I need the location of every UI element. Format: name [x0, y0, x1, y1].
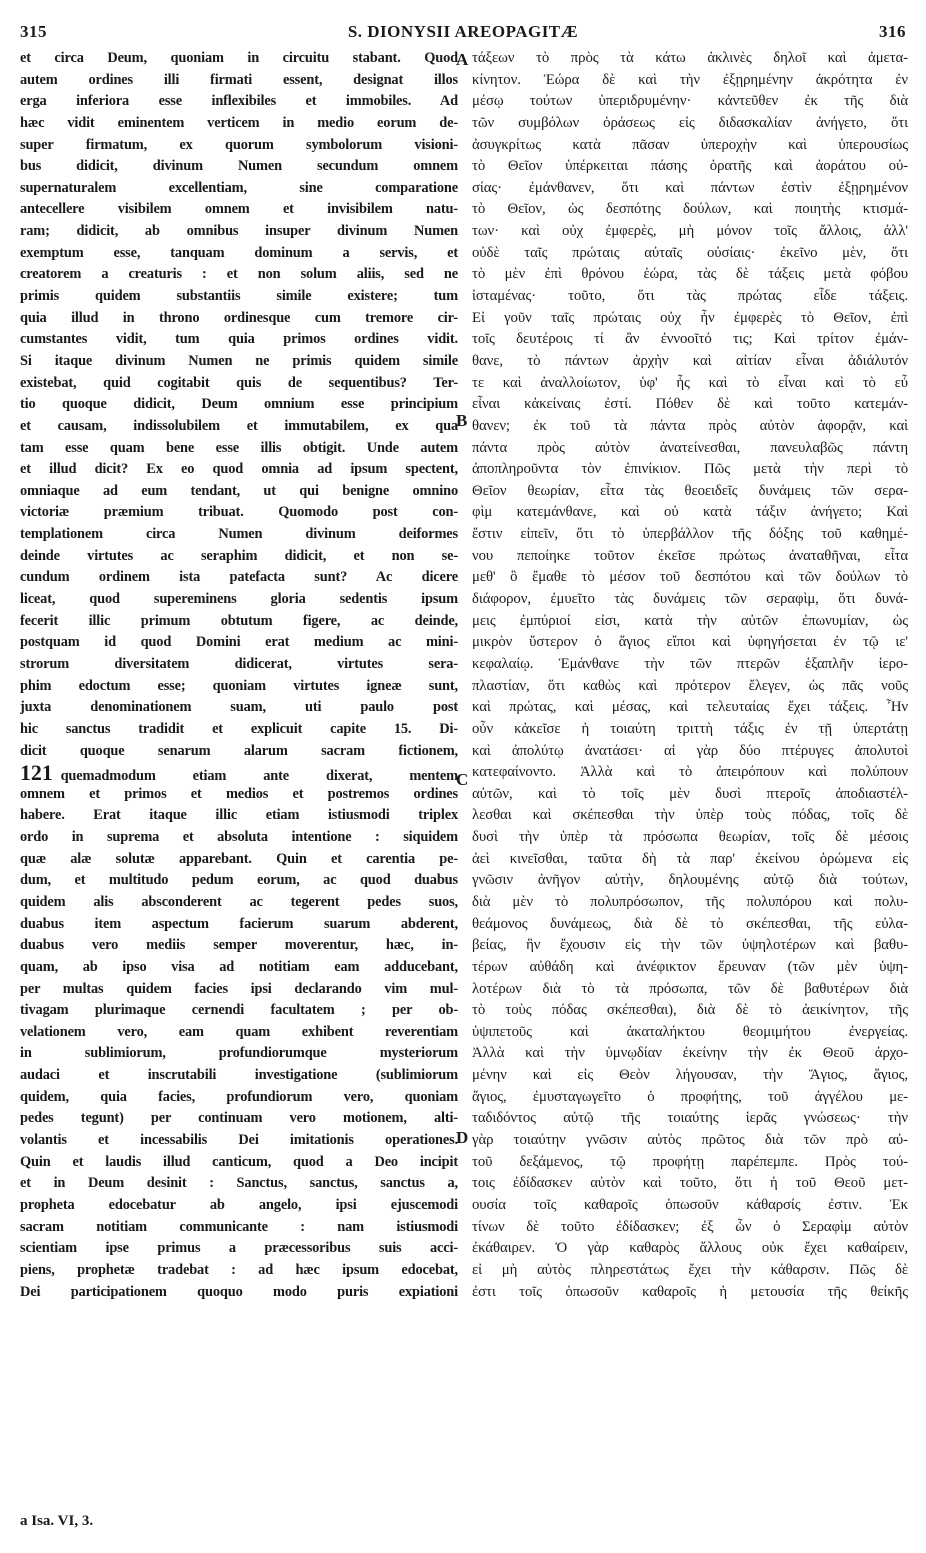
latin-line: hæc vidit eminentem verticem in medio eorum de- [20, 114, 458, 131]
greek-line: τοις ἐδίδασκεν αὐτὸν καὶ τοῦτο, ὅτι ἡ τοῦ Θεοῦ μετ- [472, 1175, 908, 1192]
latin-line: antecellere visibilem omnem et invisibilem natu- [20, 201, 458, 218]
latin-line: audaci et inscrutabili investigatione (sublimiorum [20, 1067, 458, 1084]
greek-line: τῶν συμβόλων ὁράσεως εἰς διδασκαλίαν ἀνήγετο, ὅτι [472, 114, 908, 131]
greek-line: τὸ τοὺς πόδας σκέπεσθαι), διὰ δὲ τὸ ἀεικίνητον, τῆς [472, 1002, 908, 1019]
latin-line: propheta edocebatur ab angelo, ipsi ejuscemodi [20, 1196, 458, 1213]
latin-line: dum, et multitudo pedum eorum, ac quod duabus [20, 872, 458, 889]
greek-line: εἶναι κἀκείναις ἐστί. Πόθεν δὲ καὶ τοῦτο κατεμάν- [472, 396, 908, 413]
latin-line: deinde virtutes ac seraphim didicit, et non se- [20, 547, 458, 564]
greek-line: μεις ἐμπύριοί εἰσι, κατὰ τὴν αὐτῶν ἐπωνυμίαν, ὡς [472, 612, 908, 629]
latin-line: volantis et incessabilis Dei imitationis operationes. [20, 1132, 458, 1149]
latin-line: bus didicit, divinum Numen secundum omnem [20, 158, 458, 175]
latin-line: duabus item aspectum facierum suarum abderent, [20, 915, 458, 932]
latin-line: cumstantes vidit, tum quia primos ordines vidit. [20, 331, 458, 348]
latin-line: super firmatum, ex quorum symbolorum visioni- [20, 136, 458, 153]
latin-line: in sublimiorum, profundiorumque mysteriorum [20, 1045, 458, 1062]
running-header [20, 22, 906, 44]
greek-line: μένην καὶ εἰς Θεὸν λήγουσαν, τὴν Ἅγιος, ἅγιος, [472, 1067, 908, 1084]
latin-line: liceat, quod supereminens gloria sedentis ipsum [20, 591, 458, 608]
greek-line: τὸ μὲν ἐπὶ θρόνου ἑώρα, τὰς δὲ τάξεις μετὰ φόβου [472, 266, 908, 283]
greek-line: ἀσυγκρίτως κατὰ πᾶσαν ὑπεροχὴν καὶ ὑπερουσίως [472, 136, 908, 153]
greek-line: διάφορον, ἐμυεῖτο τὰς δυνάμεις τῶν σεραφὶμ, ὅτι δυνά- [472, 591, 908, 608]
latin-line [20, 762, 458, 784]
latin-line: postquam id quod Domini erat medium ac mini- [20, 634, 458, 651]
greek-line: τέρων αὐθάδη καὶ ἀνέφικτον ἔρευναν (τῶν μὲν ὑψη- [472, 958, 908, 975]
greek-line: ταδιδόντος αὐτῷ τῆς τοιαύτης ἱερᾶς γνώσεως· τὴν [472, 1110, 908, 1127]
running-title: S. DIONYSII AREOPAGITÆ [347, 22, 579, 41]
page-number-right: 316 [879, 22, 906, 41]
greek-line: κεφαλαίῳ. Ἐμάνθανε τὴν τῶν πτερῶν ἑξαπλῆν ἱερο- [472, 655, 908, 672]
latin-line: omniaque ad eum tendant, ut qui benigne omnino [20, 482, 458, 499]
greek-line: καὶ ἀπολύτῳ ἀνατάσει· αἱ γὰρ δύο πτέρυγες ἀπολυτοὶ [472, 742, 908, 759]
latin-line: sacram notitiam communicante : nam istiusmodi [20, 1218, 458, 1235]
latin-line: victoriæ præmium tribuat. Quomodo post con- [20, 504, 458, 521]
latin-line: pedes tegunt) per continuam vero motionem, alti- [20, 1110, 458, 1127]
latin-line: Si itaque divinum Numen ne primis quidem simile [20, 352, 458, 369]
latin-line-text: quemadmodum etiam ante dixerat, mentem [60, 768, 458, 784]
latin-line: quia illud in throno ordinesque cum tremore cir- [20, 309, 458, 326]
greek-line: ἱσταμένας· τοῦτο, ὅτι τὰς πρώτας εἶδε τάξεις. [472, 288, 908, 305]
latin-line: templationem circa Numen divinum deiformes [20, 526, 458, 543]
latin-line: tivagam plurimaque cernendi facultatem ; per ob- [20, 1002, 458, 1019]
latin-line: et causam, indissolubilem et immutabilem, ex qua [20, 417, 458, 434]
greek-line: τίνων δὲ τοῦτο ἐδίδασκεν; ἐξ ὧν ὁ Σεραφὶμ αὐτὸν [472, 1218, 908, 1235]
section-marker-a: A [456, 50, 469, 69]
latin-line: tio quoque didicit, Deum omnium esse principium [20, 396, 458, 413]
latin-line: supernaturalem excellentiam, sine comparatione [20, 179, 458, 196]
latin-line: dicit quoque senarum alarum sacram fictionem, [20, 742, 458, 759]
greek-line: ἐστι τοῖς ὁπωσοῦν καθαροῖς ἡ μετουσία τῆς θείκῆς [472, 1283, 908, 1300]
latin-line: et illud dicit? Ex eo quod omnia ad ipsum spectent, [20, 461, 458, 478]
greek-line: βείας, ἣν ἔχουσιν εἰς τὴν τῶν ὑψηλοτέρων καὶ βαθυ- [472, 937, 908, 954]
latin-line: quidem, quia facies, profundiorum vero, quoniam [20, 1088, 458, 1105]
greek-line: κίνητον. Ἑώρα δὲ καὶ τὴν ἐξῃρημένην ἀκρότητα ἐν [472, 71, 908, 88]
greek-line: καὶ πρώτας, καὶ μέσας, καὶ τελευταίας ἔχει τάξεις. Ἦν [472, 699, 908, 716]
greek-line: Εἰ γοῦν ταῖς πρώταις οὐχ ἦν ἐμφερὲς τὸ Θεῖον, ἐπὶ [472, 309, 908, 326]
greek-line: τοῦ δεξάμενος, τῷ προφήτῃ παρέπεμπε. Πρὸς τού- [472, 1153, 908, 1170]
latin-line: erga inferiora esse inflexibiles et immobiles. Ad [20, 93, 458, 110]
greek-line: γνῶσιν ἀνῆγον αὐτὴν, δηλουμένης αὐτῷ διὰ τούτων, [472, 872, 908, 889]
greek-line: σίας· ἐμάνθανεν, ὅτι καὶ πάντων ἐστὶν ἐξῃρημένον [472, 179, 908, 196]
greek-line: κατεφαίνοντο. Ἀλλὰ καὶ τὸ ἀπειρόπουν καὶ πολύπουν [472, 764, 908, 781]
latin-line: tam esse quam bene esse illis obtigit. Unde autem [20, 439, 458, 456]
section-marker-d: D [456, 1128, 469, 1147]
greek-line: μεθ' ὃ ἔμαθε τὸ μέσον τοῦ δεσπότου καὶ τῶν δούλων τὸ [472, 569, 908, 586]
greek-line: οὐδὲ ταῖς πρώταις αὐταῖς οὐσίαις· ἐκεῖνο μὲν, ὅτι [472, 244, 908, 261]
latin-line: piens, prophetæ tradebat : ad hæc ipsum edocebat, [20, 1261, 458, 1278]
latin-line: et circa Deum, quoniam in circuitu stabant. Quod [20, 50, 458, 66]
latin-line: habere. Erat itaque illic etiam istiusmodi triplex [20, 807, 458, 824]
latin-line: quæ alæ solutæ apparebant. Quin et carentia pe- [20, 850, 458, 867]
latin-line: et in Deum desinit : Sanctus, sanctus, sanctus a, [20, 1175, 458, 1192]
latin-line: ram; didicit, ab omnibus insuper divinum Numen [20, 223, 458, 240]
latin-line: exemptum esse, tanquam dominum a servis, et [20, 244, 458, 261]
greek-line: οὖν κἀκεῖσε ἡ τοιαύτη τριττὴ τάξις ἐν τῇ ὑπερτάτῃ [472, 720, 908, 737]
greek-line: γὰρ τοιαύτην γνῶσιν αὐτὸς πρῶτος διὰ τῶν πρὸ αὐ- [472, 1132, 908, 1149]
greek-line: ἐκάθαιρεν. Ὁ γὰρ καθαρὸς ἄλλους οὐκ ἔχει καθαίρειν, [472, 1240, 908, 1257]
latin-line: fecerit illic primum obtutum figere, ac deinde, [20, 612, 458, 629]
greek-line: φὶμ κατεμάνθανε, καὶ οὐ κατὰ τάξιν ἀνήγετο; Καὶ [472, 504, 908, 521]
greek-line: μέσῳ τούτων ὑπεριδρυμένην· κἀντεῦθεν ἐκ τῆς διὰ [472, 93, 908, 110]
greek-line: τε καὶ ἀναλλοίωτον, ὑφ' ἧς καὶ τὸ εἶναι καὶ τὸ εὖ [472, 374, 908, 391]
greek-line: δυσὶ τὴν ὑπὲρ τὰ πρόσωπα θεωρίαν, τοῖς δὲ μέσοις [472, 829, 908, 846]
greek-line: ἅγιος, ἐμυσταγωγεῖτο ὁ προφήτης, τοῦ ἀγγέλου με- [472, 1088, 908, 1105]
latin-line: autem ordines illi firmati essent, designat illos [20, 71, 458, 88]
greek-line: λοτέρων διὰ τὸ τὰ πρόσωπα, τῶν δὲ βαθυτέρων διὰ [472, 980, 908, 997]
greek-line: τὸ Θεῖον, ὡς δεσπότης δούλων, καὶ ποιητὴς κτισμά- [472, 201, 908, 218]
greek-line: ἀποπληροῦντα τὸν ἐπινίκιον. Πῶς μετὰ τὴν περὶ τὸ [472, 461, 908, 478]
latin-line: hic sanctus tradidit et explicuit capite 15. Di- [20, 720, 458, 737]
greek-line: θανε, τὸ πάντων ἀρχὴν καὶ αἰτίαν εἶναι ἀδιάλυτόν [472, 352, 908, 369]
greek-line: διὰ μὲν τὸ πολυπρόσωπον, τῆς πολυπόρου καὶ πολυ- [472, 893, 908, 910]
latin-line: existebat, quid cogitabit quis de sequentibus? Ter- [20, 374, 458, 391]
page-number-left: 315 [20, 22, 47, 41]
greek-line: πλαστίαν, ὅτι καθὼς καὶ πρότερον ἔλεγεν, ὡς πᾶς νοῦς [472, 677, 908, 694]
greek-line: λεσθαι καὶ σκέπεσθαι τὴν ὑπὲρ τοὺς πόδας, τοῖς δὲ [472, 807, 908, 824]
latin-line: duabus vero mediis semper moverentur, hæc, in- [20, 937, 458, 954]
latin-column [20, 48, 458, 1303]
greek-line: τάξεων τὸ πρὸς τὰ κάτω ἀκλινὲς δηλοῖ καὶ ἀμετα- [472, 50, 908, 66]
latin-line: creatorem a creaturis : et non solum aliis, sed ne [20, 266, 458, 283]
greek-line: αὐτῶν, καὶ τὸ τοῖς μὲν δυσὶ πτεροῖς ἀποδιαστέλ- [472, 785, 908, 802]
latin-line: primis quidem substantiis simile existere; tum [20, 288, 458, 305]
greek-line: Θεῖον θεωρίαν, εἶτα τὰς θεοειδεῖς δυνάμεις τῶν σερα- [472, 482, 908, 499]
column-number: 121 [20, 762, 53, 784]
latin-line: scientiam ipse primus a præcessoribus suis acci- [20, 1240, 458, 1257]
latin-line: quidem alis absconderent ac tegerent pedes suos, [20, 893, 458, 910]
greek-line: μικρὸν ὕστερον ὁ ἅγιος εἴποι καὶ ὑφηγήσεται ἐν τῷ ιε' [472, 634, 908, 651]
greek-line: τὸ Θεῖον ὑπέρκειται πάσης ὁρατῆς καὶ ἀοράτου οὐ- [472, 158, 908, 175]
greek-line: τοῖς δευτέροις τί ἂν ἐννοοῖτό τις; Καὶ τρίτον ἐμάν- [472, 331, 908, 348]
section-marker-c: C [456, 770, 469, 789]
latin-line: velationem vero, eam quam exhibent reverentiam [20, 1023, 458, 1040]
greek-line: ὑψιπετοῦς καὶ ἀκαταλήκτου θεομιμήτου ἐνεργείας. [472, 1023, 908, 1040]
latin-line: omnem et primos et medios et postremos ordines [20, 785, 458, 802]
latin-line: strorum diversitatem didicerat, virtutes sera- [20, 655, 458, 672]
latin-line: per multas quidem facies ipsi declarando vim mul- [20, 980, 458, 997]
latin-line: juxta denominationem suam, uti paulo post [20, 699, 458, 716]
section-marker-b: B [456, 411, 468, 430]
footnote: a Isa. VI, 3. [20, 1513, 94, 1529]
latin-line: cundum ordinem ista patefacta sunt? Ac dicere [20, 569, 458, 586]
latin-line: ordo in suprema et absoluta intentione : siquidem [20, 829, 458, 846]
greek-line: θανεν; ἐκ τοῦ τὰ πάντα πρὸς αὐτὸν ἀφορᾷν, καὶ [472, 417, 908, 434]
greek-line: ουσία τοῖς καθαροῖς ὁπωσοῦν κάθαρσίς ἐστιν. Ἐκ [472, 1196, 908, 1213]
greek-line: πάντα πρὸς αὐτὸν ἀνατείνεσθαι, πανευλαβῶς πάντη [472, 439, 908, 456]
latin-line: quam, ab ipso visa ad notitiam eam adducebant, [20, 958, 458, 975]
greek-line: Ἀλλὰ καὶ τὴν ὑμνῳδίαν ἐκείνην τὴν ἐκ Θεοῦ ἀρχο- [472, 1045, 908, 1062]
greek-line: νου πεποίηκε τοῦτον ἐκεῖσε πρώτως ἀναταθῆναι, εἶτα [472, 547, 908, 564]
greek-column [472, 48, 908, 1303]
greek-line: εἰ μὴ αὐτὸς πληρεστάτως ἔχει τὴν κάθαρσιν. Πῶς δὲ [472, 1261, 908, 1278]
latin-line: Dei participationem quoquo modo puris expiationi [20, 1283, 458, 1300]
latin-line: Quin et laudis illud canticum, quod a Deo incipit [20, 1153, 458, 1170]
greek-line: των· καὶ οὐχ ἐμφερὲς, μὴ μόνον τοῖς ἄλλοις, ἀλλ' [472, 223, 908, 240]
latin-line: phim edoctum esse; quoniam virtutes igneæ sunt, [20, 677, 458, 694]
greek-line: ἀεὶ κινεῖσθαι, ταῦτα δὴ τὰ παρ' ἐκείνου ὁρώμενα εἰς [472, 850, 908, 867]
greek-line: θεάμονος δυνάμεως, διὰ δὲ τὸ σκέπεσθαι, τῆς εὐλα- [472, 915, 908, 932]
greek-line: ἔστιν εἰπεῖν, ὅτι τὸ ὑπερβάλλον τῆς δόξης τοῦ καθημέ- [472, 526, 908, 543]
